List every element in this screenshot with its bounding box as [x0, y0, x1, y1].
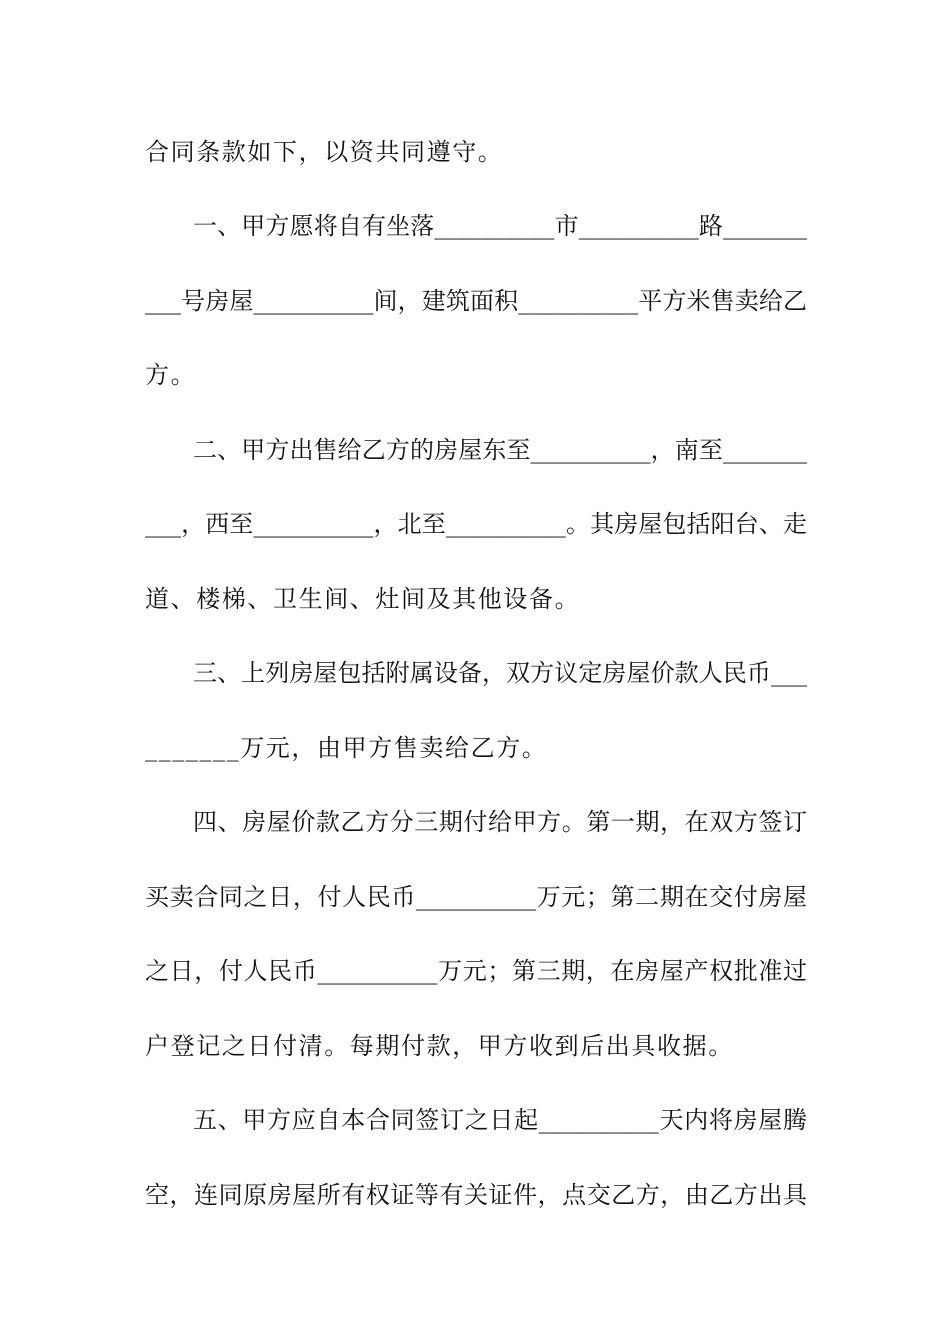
text-line: 之日，付人民币__________万元；第三期，在房屋产权批准过: [145, 957, 807, 985]
text-line: 合同条款如下，以资共同遵守。: [145, 138, 504, 166]
text-line: 三、上列房屋包括附属设备，双方议定房屋价款人民币___: [193, 659, 807, 687]
text-line: 空，连同原房屋所有权证等有关证件，点交乙方，由乙方出具: [145, 1181, 807, 1209]
text-line: 户登记之日付清。每期付款，甲方收到后出具收据。: [145, 1032, 734, 1060]
text-line: 五、甲方应自本合同签订之日起__________天内将房屋腾: [193, 1106, 807, 1134]
text-line: ___号房屋__________间，建筑面积__________平方米售卖给乙: [145, 287, 807, 315]
text-line: 道、楼梯、卫生间、灶间及其他设备。: [145, 585, 581, 613]
text-line: 买卖合同之日，付人民币__________万元；第二期在交付房屋: [145, 883, 807, 911]
text-line: 二、甲方出售给乙方的房屋东至__________，南至_______: [193, 436, 807, 464]
text-line: 四、房屋价款乙方分三期付给甲方。第一期，在双方签订: [193, 808, 807, 836]
text-line: ___，西至__________，北至__________。其房屋包括阳台、走: [145, 510, 807, 538]
text-line: _______万元，由甲方售卖给乙方。: [145, 734, 548, 762]
text-line: 一、甲方愿将自有坐落__________市__________路_______: [193, 212, 807, 240]
text-line: 方。: [145, 361, 197, 389]
